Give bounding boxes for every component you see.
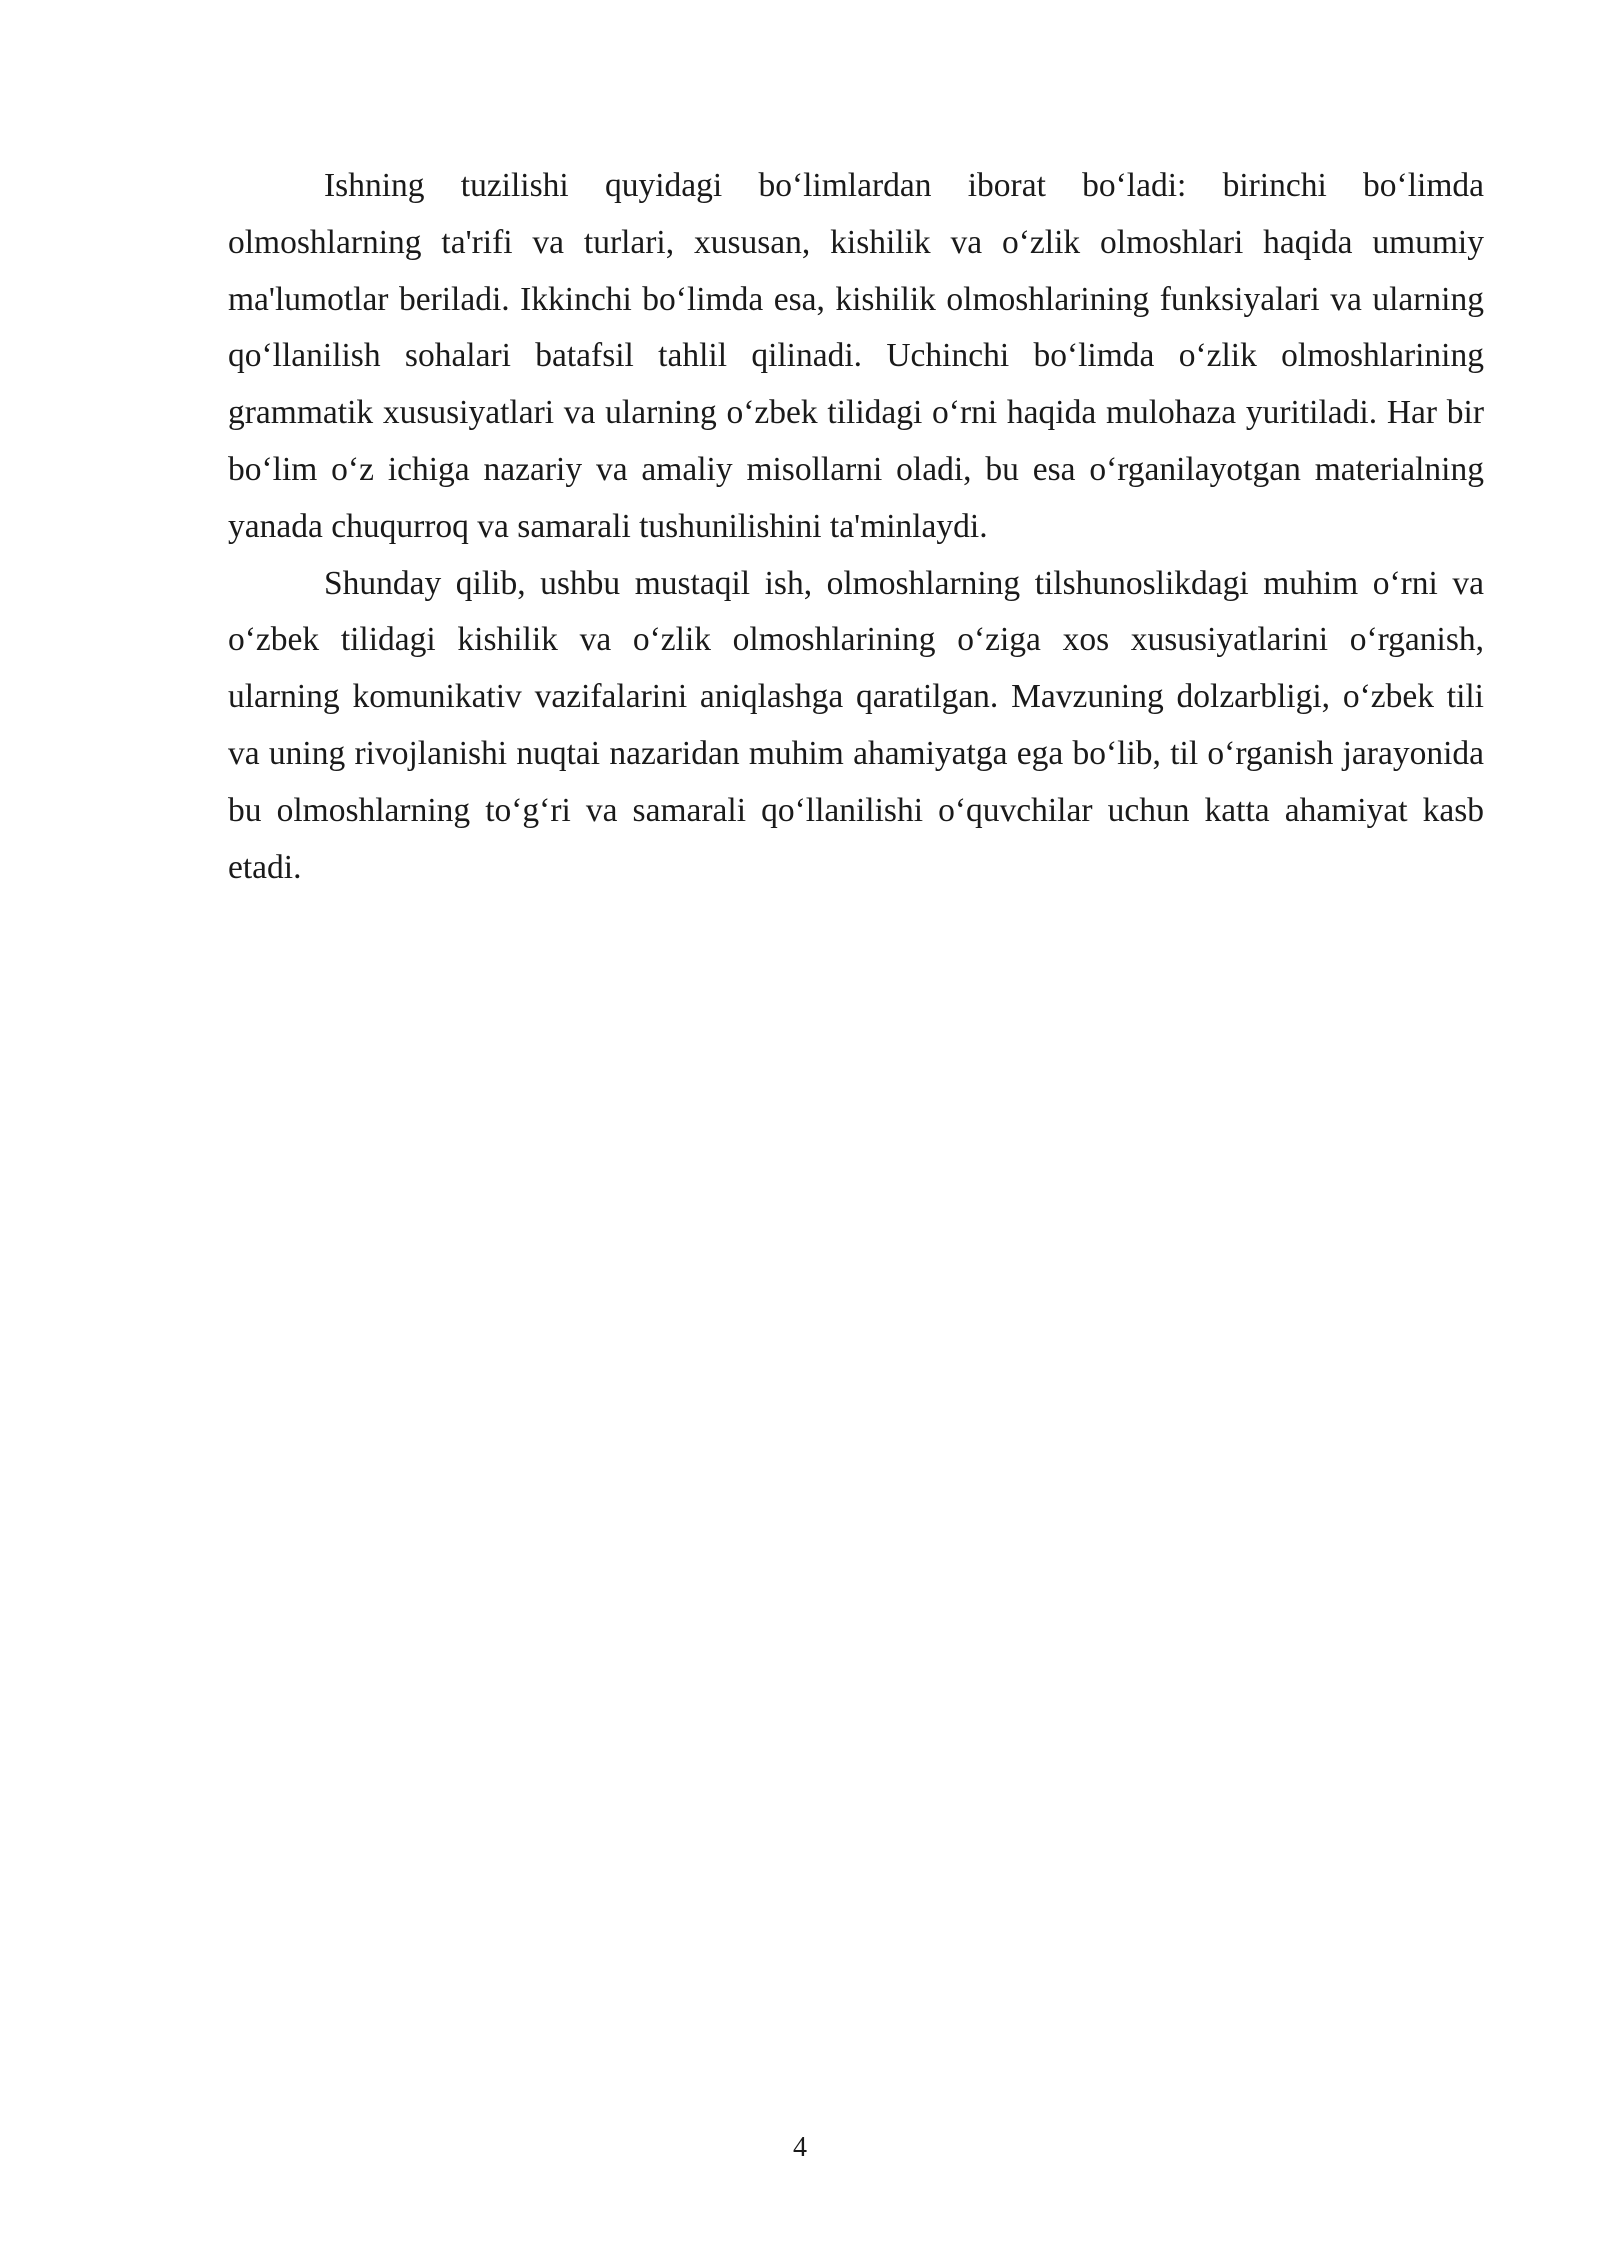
page-number: 4 [793,2132,807,2163]
body-text [228,158,1484,896]
paragraph-1: Ishning tuzilishi quyidagi bo‘limlardan iborat bo‘ladi: birinchi bo‘limda olmoshlarning ta'rifi va turlari, xususan, kishilik va o‘zlik olmoshlari haqida umumiy ma'lumotlar beriladi. Ikkinchi bo‘limda esa, kishilik olmoshlarining funksiyalari va ularning qo‘llanilish sohalari batafsil tahlil qilinadi. Uchinchi bo‘limda o‘zlik olmoshlarining grammatik xususiyatlari va ularning o‘zbek tilidagi o‘rni haqida mulohaza yuritiladi. Har bir bo‘lim o‘z ichiga nazariy va amaliy misollarni oladi, bu esa o‘rganilayotgan materialning yanada chuqurroq va samarali tushunilishini ta'minlaydi. [228,167,1484,545]
paragraph-2: Shunday qilib, ushbu mustaqil ish, olmoshlarning tilshunoslikdagi muhim o‘rni va o‘zbek tilidagi kishilik va o‘zlik olmoshlarining o‘ziga xos xususiyatlarini o‘rganish, ularning komunikativ vazifalarini aniqlashga qaratilgan. Mavzuning dolzarbligi, o‘zbek tili va uning rivojlanishi nuqtai nazaridan muhim ahamiyatga ega bo‘lib, til o‘rganish jarayonida bu olmoshlarning to‘g‘ri va samarali qo‘llanilishi o‘quvchilar uchun katta ahamiyat kasb etadi. [228,564,1484,886]
